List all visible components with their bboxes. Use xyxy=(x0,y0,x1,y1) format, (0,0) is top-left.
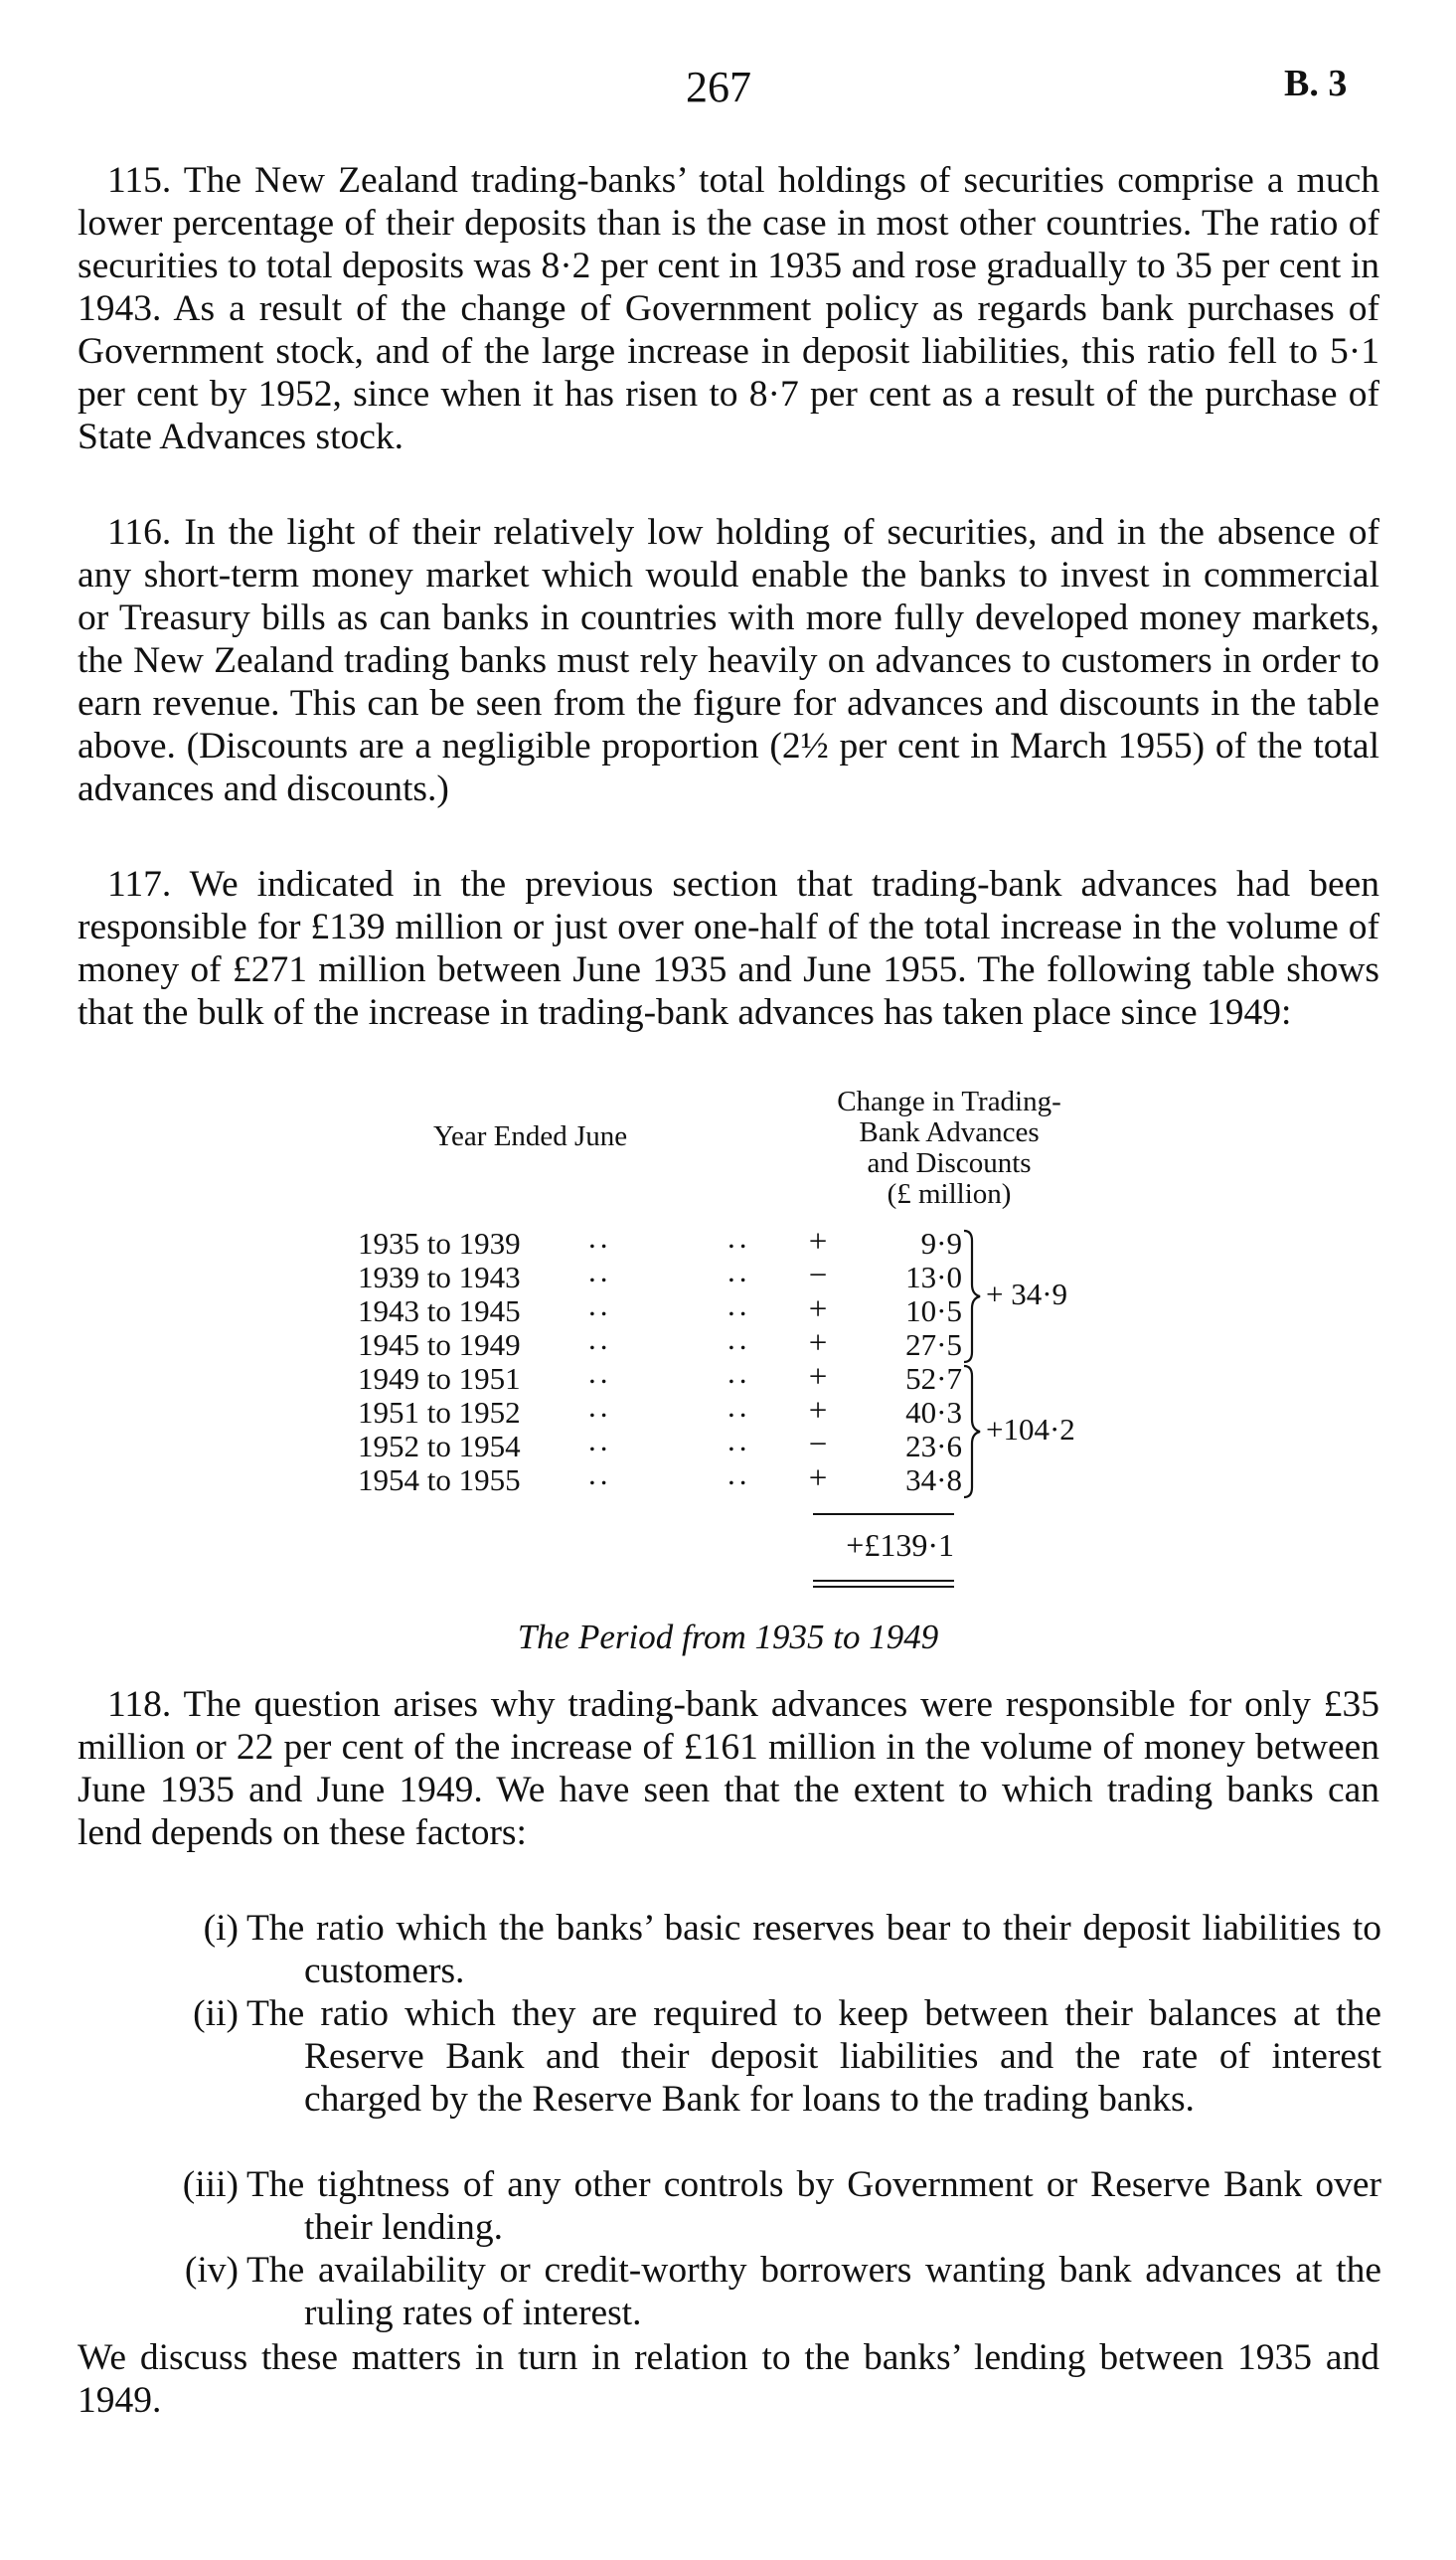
row-leader: .. xyxy=(728,1423,751,1457)
row-leader: .. xyxy=(588,1389,612,1424)
row-value: 40·3 xyxy=(905,1395,962,1430)
row-leader: .. xyxy=(728,1389,751,1424)
group-total: + 34·9 xyxy=(986,1277,1068,1311)
page-header xyxy=(0,62,1456,121)
row-leader: .. xyxy=(588,1355,612,1390)
row-leader: .. xyxy=(728,1321,751,1356)
row-leader: .. xyxy=(588,1220,612,1255)
table-header-line: (£ million) xyxy=(887,1178,1012,1210)
factor-text: The ratio which they are required to keep between their balances at the Reserve Bank and their deposit liabilities and the rate of interest charged by the Reserve Bank for loans to the trading banks. xyxy=(246,1993,1381,2120)
right-brace-icon xyxy=(962,1364,984,1499)
row-value: 23·6 xyxy=(905,1429,962,1463)
table-header-line: Bank Advances xyxy=(859,1116,1040,1148)
row-sign: + xyxy=(808,1460,828,1496)
row-leader: .. xyxy=(728,1220,751,1255)
row-period: 1949 to 1951 xyxy=(358,1361,521,1396)
table-total: +£139·1 xyxy=(846,1527,954,1563)
row-leader: .. xyxy=(588,1287,612,1322)
factor-text: The ratio which the banks’ basic reserves bear to their deposit liabilities to customers. xyxy=(246,1908,1381,1991)
row-sign: − xyxy=(808,1427,828,1462)
row-period: 1939 to 1943 xyxy=(358,1260,521,1294)
row-leader: .. xyxy=(588,1321,612,1356)
factor-item xyxy=(161,2163,1381,2249)
factor-number: (ii) xyxy=(193,1993,239,2034)
page-number: 267 xyxy=(686,63,751,111)
table-header-change xyxy=(785,1087,1113,1210)
row-sign: + xyxy=(808,1224,828,1260)
table-header-line: Change in Trading- xyxy=(837,1086,1061,1117)
double-rule xyxy=(813,1586,954,1588)
row-value: 34·8 xyxy=(905,1462,962,1497)
row-sign: + xyxy=(808,1393,828,1429)
row-sign: + xyxy=(808,1325,828,1361)
row-leader: .. xyxy=(588,1456,612,1491)
factor-item xyxy=(161,1992,1381,2121)
row-period: 1952 to 1954 xyxy=(358,1429,521,1463)
paragraph-118: 118. The question arises why trading-bank advances were responsible for only £35 million or 22 per cent of the increase of £161 million in the volume of money between June 1935 and June 1949. We have seen that the extent to which trading banks can lend depends on these factors: xyxy=(78,1684,1379,1853)
paragraph-117: 117. We indicated in the previous section that trading-bank advances had been responsible for £139 million or just over one-half of the total increase in the volume of money of £271 million between June 1935 and June 1955. The following table shows that the bulk of the increase in trading-bank advances has taken place since 1949: xyxy=(78,864,1379,1033)
row-period: 1935 to 1939 xyxy=(358,1226,521,1261)
row-leader: .. xyxy=(588,1423,612,1457)
table-header-line: and Discounts xyxy=(867,1147,1032,1179)
factor-item xyxy=(161,2249,1381,2334)
paragraph-115: 115. The New Zealand trading-banks’ total holdings of securities comprise a much lower percentage of their deposits than is the case in most other countries. The ratio of securities to total deposits was 8·2 per cent in 1935 and rose gradually to 35 per cent in 1943. As a result of the change of Government policy as regards bank purchases of Government stock, and of the large increase in deposit liabilities, this ratio fell to 5·1 per cent by 1952, since when it has risen to 8·7 per cent as a result of the purchase of State Advances stock. xyxy=(78,160,1379,457)
row-leader: .. xyxy=(588,1254,612,1288)
row-leader: .. xyxy=(728,1456,751,1491)
row-sign: + xyxy=(808,1291,828,1327)
factor-text: The availability or credit-worthy borrowers wanting bank advances at the ruling rates of interest. xyxy=(246,2250,1381,2333)
row-period: 1943 to 1945 xyxy=(358,1293,521,1328)
row-period: 1945 to 1949 xyxy=(358,1327,521,1362)
table-header-year: Year Ended June xyxy=(433,1120,628,1152)
row-period: 1954 to 1955 xyxy=(358,1462,521,1497)
paragraph-116: 116. In the light of their relatively low holding of securities, and in the absence of any short-term money market which would enable the banks to invest in commercial or Treasury bills as can banks in countries with more fully developed money markets, the New Zealand trading banks must rely heavily on advances to customers in order to earn revenue. This can be seen from the figure for advances and discounts in the table above. (Discounts are a negligible proportion (2½ per cent in March 1955) of the total advances and discounts.) xyxy=(78,512,1379,809)
factor-item xyxy=(161,1907,1381,1992)
document-reference: B. 3 xyxy=(1284,63,1348,104)
row-period: 1951 to 1952 xyxy=(358,1395,521,1430)
row-leader: .. xyxy=(728,1287,751,1322)
row-sign: − xyxy=(808,1258,828,1293)
row-leader: .. xyxy=(728,1254,751,1288)
closing-paragraph: We discuss these matters in turn in relation to the banks’ lending between 1935 and 1949. xyxy=(78,2337,1379,2421)
factor-text: The tightness of any other controls by Government or Reserve Bank over their lending. xyxy=(246,2164,1381,2248)
factor-number: (i) xyxy=(203,1908,239,1949)
group-total: +104·2 xyxy=(986,1412,1075,1447)
factor-number: (iv) xyxy=(184,2250,239,2291)
sum-rule xyxy=(813,1513,954,1515)
row-value: 27·5 xyxy=(905,1327,962,1362)
row-value: 10·5 xyxy=(905,1293,962,1328)
row-value: 52·7 xyxy=(905,1361,962,1396)
row-value: 9·9 xyxy=(920,1226,962,1261)
row-value: 13·0 xyxy=(905,1260,962,1294)
section-heading: The Period from 1935 to 1949 xyxy=(517,1618,939,1656)
right-brace-icon xyxy=(962,1229,984,1364)
row-sign: + xyxy=(808,1359,828,1395)
double-rule xyxy=(813,1580,954,1582)
factor-number: (iii) xyxy=(182,2164,239,2205)
row-leader: .. xyxy=(728,1355,751,1390)
